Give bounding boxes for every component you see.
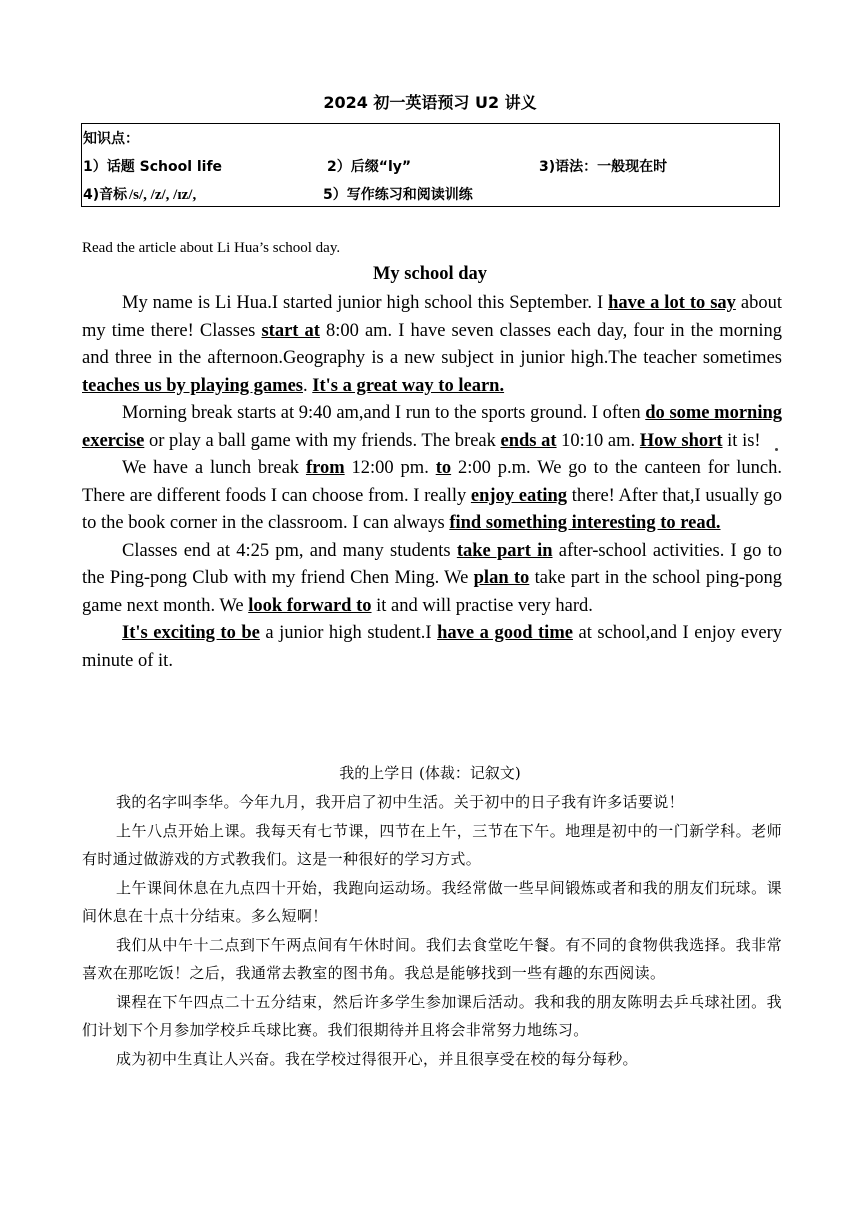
key-phrase: have a good time [437,623,573,643]
knowledge-item-grammar: 3)语法：一般现在时 [539,159,668,175]
article-text: or play a ball game with my friends. The break [144,430,501,451]
article-text: Morning break starts at 9:40 am,and I run to the sports ground. I often [122,403,646,423]
article-paragraph [82,538,782,621]
article-text: after-school activities. I go to the Ping-pong Club with my friend Chen Ming. We [82,540,783,588]
knowledge-item-phonetics: /s/, /z/, /ɪz/, [129,187,197,203]
knowledge-row-2 [83,184,773,206]
article-text: about my time there! Classes [82,293,782,341]
article-paragraph [82,290,782,400]
article-text: . [303,375,313,396]
knowledge-item-suffix: 2）后缀“ly” [327,159,412,175]
article-text: it is! [722,430,761,451]
reading-instruction: Read the article about Li Hua’s school day. [82,240,341,256]
key-phrase: enjoy eating [470,485,568,506]
article-text: Classes end at 4:25 pm, and many students [122,540,457,561]
article-text: at school,and I enjoy every minute of it. [82,623,782,671]
key-phrase: teaches us by playing games [82,375,303,396]
translation-paragraph: 上午八点开始上课。我每天有七节课，四节在上午，三节在下午。地理是初中的一门新学科。老师有时通过做游戏的方式教我们。这是一种很好的学习方式。 [82,821,782,868]
key-phrase: find something interesting to read. [449,513,721,533]
knowledge-points-box [81,123,780,207]
article-text: 10:10 am. [556,430,640,451]
knowledge-item-topic: 1）话题 School life [83,159,223,175]
article-paragraph [82,400,782,455]
translation-title: 我的上学日 (体裁：记叙文) [339,764,521,782]
knowledge-row-1 [83,156,773,178]
translation-paragraph: 上午课间休息在九点四十开始，我跑向运动场。我经常做一些早间锻炼或者和我的朋友们玩球。课间休息在十点十分结束。多么短啊！ [82,878,782,925]
key-phrase: plan to [473,568,530,588]
translation-paragraph: 成为初中生真让人兴奋。我在学校过得很开心，并且很享受在校的每分每秒。 [116,1049,638,1068]
article-text: take part in the school ping-pong game next month. We [82,568,782,616]
knowledge-item-phonetics-label: 4)音标 [83,187,128,203]
key-phrase: do some morning exercise [82,403,782,451]
article-text: My name is Li Hua.I started junior high school this September. I [122,293,609,313]
key-phrase: It's a great way to learn. [312,375,505,396]
key-phrase: look forward to [248,595,372,616]
key-phrase: take part in [456,540,553,561]
key-phrase: have a lot to say [608,293,736,313]
key-phrase: start at [261,320,320,341]
page-title: 2024 初一英语预习 U2 讲义 [323,93,537,112]
key-phrase: It's exciting to be [122,623,260,643]
key-phrase: How short [639,430,723,451]
article-text: 8:00 am. I have seven classes each day, four in the morning and three in the afternoon.Geography is a new subject in junior high.The teacher sometimes [82,320,782,368]
translation-paragraph: 我们从中午十二点到下午两点间有午休时间。我们去食堂吃午餐。有不同的食物供我选择。我非常喜欢在那吃饭！之后，我通常去教室的图书角。我总是能够找到一些有趣的东西阅读。 [82,935,782,982]
key-phrase: ends at [500,430,557,451]
article-paragraph [82,620,782,675]
key-phrase: from [305,458,345,478]
article-text: it and will practise very hard. [371,595,593,616]
article-text: a junior high student.I [259,623,438,643]
translation-body [82,788,782,1073]
translation-paragraph: 课程在下午四点二十五分结束，然后许多学生参加课后活动。我和我的朋友陈明去乒乓球社团。我们计划下个月参加学校乒乓球比赛。我们很期待并且将会非常努力地练习。 [82,992,782,1039]
article-body [82,290,782,675]
article-title: My school day [372,264,488,284]
translation-paragraph: 我的名字叫李华。今年九月，我开启了初中生活。关于初中的日子我有许多话要说！ [116,793,684,811]
key-phrase: to [435,458,452,478]
article-text: We have a lunch break [122,458,306,478]
stray-mark [775,448,778,451]
article-text: there! After that,I usually go to the book corner in the classroom. I can always [82,485,782,533]
article-text: 12:00 pm. [344,458,436,478]
article-paragraph [82,455,782,538]
knowledge-item-writing: 5）写作练习和阅读训练 [323,187,473,203]
knowledge-heading: 知识点： [83,131,139,147]
article-text: 2:00 p.m. We go to the canteen for lunch. There are different foods I can choose from. I really [82,458,782,506]
